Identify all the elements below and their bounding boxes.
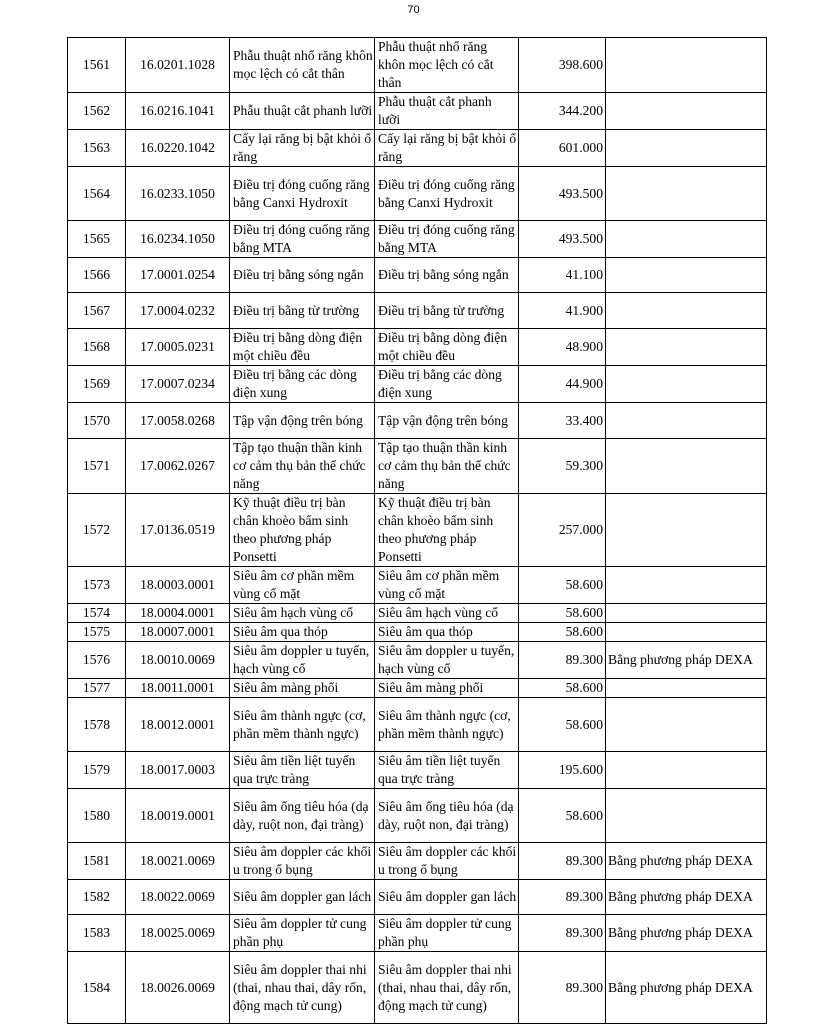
note-cell [606,567,767,604]
price-cell: 89.300 [519,843,606,880]
service-name-cell: Điều trị đóng cuống răng bằng MTA [230,221,375,258]
row-number-cell: 1576 [68,642,126,679]
service-name-cell: Phẫu thuật nhổ răng khôn mọc lệch có cắt thân [230,38,375,93]
service-name-cell: Điều trị bằng từ trường [230,293,375,329]
table-row [68,93,767,130]
price-cell: 58.600 [519,698,606,752]
row-number-cell: 1578 [68,698,126,752]
price-cell: 493.500 [519,167,606,221]
table-row [68,439,767,494]
note-cell: Bằng phương pháp DEXA [606,952,767,1024]
table-row [68,698,767,752]
table-row [68,366,767,403]
row-number-cell: 1575 [68,623,126,642]
note-cell [606,38,767,93]
price-cell: 89.300 [519,880,606,915]
table-row [68,403,767,439]
approved-name-cell: Siêu âm thành ngực (cơ, phần mềm thành ngực) [375,698,519,752]
table-row [68,130,767,167]
service-code-cell: 17.0058.0268 [126,403,230,439]
service-code-cell: 17.0001.0254 [126,258,230,293]
table-row [68,604,767,623]
service-code-cell: 16.0220.1042 [126,130,230,167]
service-name-cell: Siêu âm cơ phần mềm vùng cổ mặt [230,567,375,604]
approved-name-cell: Điều trị đóng cuống răng bằng MTA [375,221,519,258]
price-cell: 195.600 [519,752,606,789]
approved-name-cell: Phẫu thuật nhổ răng khôn mọc lệch có cắt thân [375,38,519,93]
price-cell: 601.000 [519,130,606,167]
service-name-cell: Siêu âm doppler gan lách [230,880,375,915]
service-name-cell: Siêu âm qua thóp [230,623,375,642]
note-cell [606,623,767,642]
price-cell: 257.000 [519,494,606,567]
service-code-cell: 18.0004.0001 [126,604,230,623]
note-cell: Bằng phương pháp DEXA [606,915,767,952]
service-name-cell: Kỹ thuật điều trị bàn chân khoèo bẩm sinh theo phương pháp Ponsetti [230,494,375,567]
approved-name-cell: Siêu âm doppler các khối u trong ổ bụng [375,843,519,880]
service-name-cell: Tập tạo thuận thần kinh cơ cảm thụ bản thể chức năng [230,439,375,494]
table-row [68,642,767,679]
row-number-cell: 1582 [68,880,126,915]
note-cell: Bằng phương pháp DEXA [606,880,767,915]
service-code-cell: 18.0007.0001 [126,623,230,642]
service-code-cell: 18.0022.0069 [126,880,230,915]
service-name-cell: Siêu âm tiền liệt tuyến qua trực tràng [230,752,375,789]
service-name-cell: Siêu âm thành ngực (cơ, phần mềm thành ngực) [230,698,375,752]
service-code-cell: 16.0216.1041 [126,93,230,130]
note-cell [606,789,767,843]
table-row [68,915,767,952]
row-number-cell: 1563 [68,130,126,167]
service-code-cell: 17.0136.0519 [126,494,230,567]
service-name-cell: Siêu âm doppler tử cung phần phụ [230,915,375,952]
note-cell [606,221,767,258]
service-code-cell: 18.0026.0069 [126,952,230,1024]
row-number-cell: 1571 [68,439,126,494]
price-cell: 89.300 [519,915,606,952]
table-row [68,494,767,567]
table-row [68,221,767,258]
note-cell [606,366,767,403]
table-row [68,752,767,789]
row-number-cell: 1573 [68,567,126,604]
table-row [68,679,767,698]
price-cell: 89.300 [519,642,606,679]
row-number-cell: 1583 [68,915,126,952]
note-cell [606,494,767,567]
price-cell: 58.600 [519,789,606,843]
service-name-cell: Cấy lại răng bị bật khỏi ổ răng [230,130,375,167]
service-code-cell: 17.0062.0267 [126,439,230,494]
price-cell: 58.600 [519,679,606,698]
note-cell [606,293,767,329]
price-table [67,37,767,1024]
service-code-cell: 16.0201.1028 [126,38,230,93]
price-cell: 398.600 [519,38,606,93]
note-cell: Bằng phương pháp DEXA [606,642,767,679]
note-cell [606,93,767,130]
row-number-cell: 1561 [68,38,126,93]
service-name-cell: Điều trị bằng các dòng điện xung [230,366,375,403]
service-name-cell: Siêu âm doppler u tuyến, hạch vùng cổ [230,642,375,679]
approved-name-cell: Kỹ thuật điều trị bàn chân khoèo bẩm sinh theo phương pháp Ponsetti [375,494,519,567]
table-row [68,843,767,880]
approved-name-cell: Điều trị đóng cuống răng bằng Canxi Hydroxit [375,167,519,221]
price-cell: 89.300 [519,952,606,1024]
note-cell [606,698,767,752]
table-row [68,329,767,366]
service-code-cell: 17.0007.0234 [126,366,230,403]
approved-name-cell: Điều trị bằng các dòng điện xung [375,366,519,403]
service-code-cell: 16.0233.1050 [126,167,230,221]
row-number-cell: 1570 [68,403,126,439]
service-name-cell: Phẫu thuật cắt phanh lưỡi [230,93,375,130]
service-code-cell: 18.0025.0069 [126,915,230,952]
row-number-cell: 1564 [68,167,126,221]
table-row [68,567,767,604]
note-cell [606,258,767,293]
service-code-cell: 18.0019.0001 [126,789,230,843]
approved-name-cell: Siêu âm hạch vùng cổ [375,604,519,623]
table-row [68,293,767,329]
note-cell [606,130,767,167]
price-table-body [68,38,767,1024]
note-cell [606,604,767,623]
approved-name-cell: Siêu âm doppler u tuyến, hạch vùng cổ [375,642,519,679]
approved-name-cell: Phẫu thuật cắt phanh lưỡi [375,93,519,130]
service-name-cell: Siêu âm doppler các khối u trong ổ bụng [230,843,375,880]
approved-name-cell: Siêu âm cơ phần mềm vùng cổ mặt [375,567,519,604]
row-number-cell: 1566 [68,258,126,293]
service-code-cell: 18.0011.0001 [126,679,230,698]
service-code-cell: 18.0021.0069 [126,843,230,880]
row-number-cell: 1581 [68,843,126,880]
service-name-cell: Điều trị bằng dòng điện một chiều đều [230,329,375,366]
approved-name-cell: Siêu âm doppler tử cung phần phụ [375,915,519,952]
approved-name-cell: Siêu âm ống tiêu hóa (dạ dày, ruột non, đại tràng) [375,789,519,843]
note-cell [606,679,767,698]
table-row [68,38,767,93]
service-code-cell: 18.0010.0069 [126,642,230,679]
approved-name-cell: Cấy lại răng bị bật khỏi ổ răng [375,130,519,167]
row-number-cell: 1567 [68,293,126,329]
row-number-cell: 1577 [68,679,126,698]
price-cell: 41.900 [519,293,606,329]
note-cell: Bằng phương pháp DEXA [606,843,767,880]
service-code-cell: 17.0004.0232 [126,293,230,329]
table-row [68,258,767,293]
row-number-cell: 1562 [68,93,126,130]
approved-name-cell: Siêu âm màng phổi [375,679,519,698]
price-cell: 48.900 [519,329,606,366]
row-number-cell: 1572 [68,494,126,567]
row-number-cell: 1580 [68,789,126,843]
note-cell [606,329,767,366]
price-cell: 344.200 [519,93,606,130]
price-cell: 59.300 [519,439,606,494]
service-code-cell: 17.0005.0231 [126,329,230,366]
row-number-cell: 1569 [68,366,126,403]
row-number-cell: 1579 [68,752,126,789]
table-row [68,952,767,1024]
approved-name-cell: Siêu âm doppler thai nhi (thai, nhau thai, dây rốn, động mạch tử cung) [375,952,519,1024]
row-number-cell: 1574 [68,604,126,623]
approved-name-cell: Tập tạo thuận thần kinh cơ cảm thụ bản thể chức năng [375,439,519,494]
page-number: 70 [407,4,420,16]
service-code-cell: 18.0017.0003 [126,752,230,789]
note-cell [606,752,767,789]
approved-name-cell: Điều trị bằng từ trường [375,293,519,329]
row-number-cell: 1584 [68,952,126,1024]
approved-name-cell: Siêu âm tiền liệt tuyến qua trực tràng [375,752,519,789]
approved-name-cell: Siêu âm qua thóp [375,623,519,642]
table-row [68,880,767,915]
table-row [68,167,767,221]
approved-name-cell: Siêu âm doppler gan lách [375,880,519,915]
note-cell [606,167,767,221]
service-name-cell: Siêu âm hạch vùng cổ [230,604,375,623]
note-cell [606,439,767,494]
table-row [68,623,767,642]
service-code-cell: 16.0234.1050 [126,221,230,258]
approved-name-cell: Tập vận động trên bóng [375,403,519,439]
service-name-cell: Siêu âm màng phổi [230,679,375,698]
service-name-cell: Siêu âm doppler thai nhi (thai, nhau thai, dây rốn, động mạch tử cung) [230,952,375,1024]
row-number-cell: 1565 [68,221,126,258]
price-cell: 58.600 [519,623,606,642]
approved-name-cell: Điều trị bằng dòng điện một chiều đều [375,329,519,366]
service-name-cell: Điều trị bằng sóng ngắn [230,258,375,293]
note-cell [606,403,767,439]
service-name-cell: Điều trị đóng cuống răng bằng Canxi Hydroxit [230,167,375,221]
price-cell: 58.600 [519,567,606,604]
row-number-cell: 1568 [68,329,126,366]
service-code-cell: 18.0003.0001 [126,567,230,604]
service-name-cell: Tập vận động trên bóng [230,403,375,439]
approved-name-cell: Điều trị bằng sóng ngắn [375,258,519,293]
price-cell: 58.600 [519,604,606,623]
price-cell: 33.400 [519,403,606,439]
price-cell: 41.100 [519,258,606,293]
price-cell: 493.500 [519,221,606,258]
service-name-cell: Siêu âm ống tiêu hóa (dạ dày, ruột non, đại tràng) [230,789,375,843]
price-cell: 44.900 [519,366,606,403]
table-row [68,789,767,843]
service-code-cell: 18.0012.0001 [126,698,230,752]
